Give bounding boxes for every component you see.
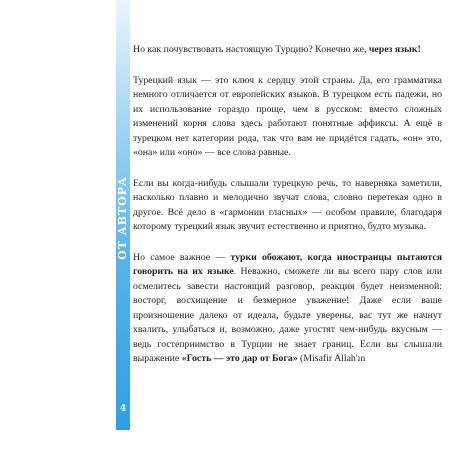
- intro-bold-text: через язык!: [368, 44, 421, 55]
- paragraph-language-key: Турецкий язык — это ключ к сердцу этой страны. Да, его грамматика немного отличается от европейских языков. В турецком есть падежи, но их использование гораздо проще, чем в русском: вместо сложных изменений корня слова здесь работают понятные аффиксы. А ещё в турецком нет категории рода, так что вам не придётся гадать, «он» это, «она» или «оно» — все слова равные.: [133, 74, 442, 158]
- hospitality-bold-2: «Гость — это дар от Бога»: [181, 353, 298, 364]
- page-number: 4: [119, 404, 127, 414]
- paragraph-intro: [133, 43, 442, 58]
- hospitality-bold-1: турки обожают, когда иностранцы пытаются говорить на их языке: [133, 251, 442, 277]
- paragraph-hospitality: [133, 251, 442, 367]
- section-title: ОТ АВТОРА: [116, 176, 129, 260]
- body-text: [133, 43, 442, 367]
- section-title-wrapper: [116, 0, 130, 260]
- paragraph-vowel-harmony: Если вы когда-нибудь слышали турецкую речь, то наверняка заметили, насколько плавно и мелодично звучат слова, словно перетекая одно в другое. Всё дело в «гармонии гласных» — особом правиле, благодаря которому турецкий язык звучит естественно и приятно, будто музыка.: [133, 177, 442, 232]
- hospitality-text-3: (Misafir Allah'ın: [297, 353, 366, 364]
- hospitality-text-1: Но самое важное —: [133, 251, 231, 263]
- intro-text: Но как почувствовать настоящую Турцию? Конечно же,: [133, 44, 369, 55]
- hospitality-text-2: . Неважно, сможете ли вы всего пару слов или осмелитесь завести настоящий разговор, реакция будет неизменной: восторг, восхищение и безмерное уважение! Даже если ваше произношение далеко от идеала, будьте уверены, вас тут же начнут хвалить, улыбаться и, возможно, даже угостят чем-нибудь вкусным — ведь гостеприимство в Турции не знает границ. Если вы слышали выражение: [133, 266, 442, 364]
